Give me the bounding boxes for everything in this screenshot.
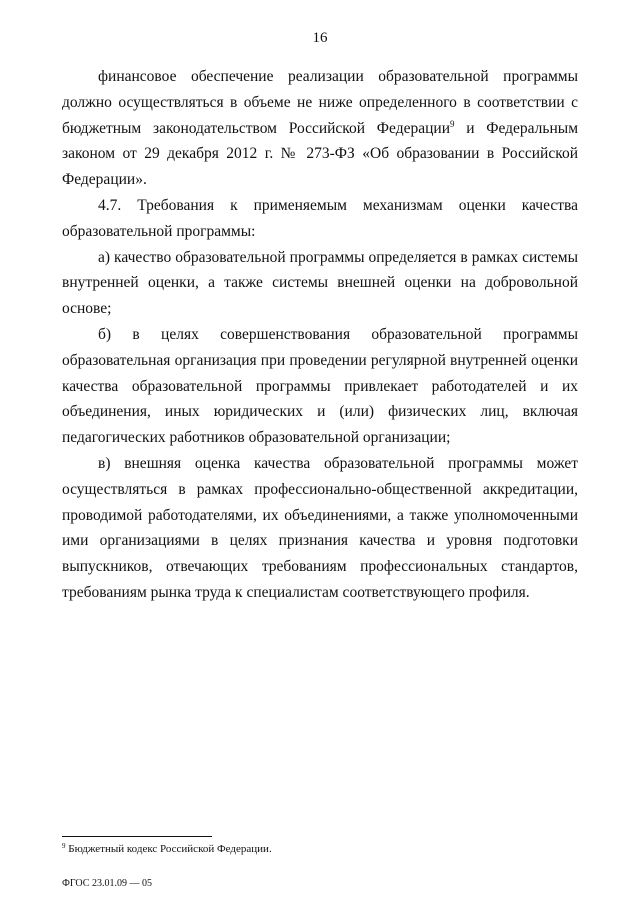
footnote-divider xyxy=(62,836,212,837)
footnote-number: 9 xyxy=(62,842,66,850)
paragraph-item-v: в) внешняя оценка качества образовательной программы может осуществляться в рамках профессионально-общественной аккредитации, проводимой работодателями, их объединениями, а также уполномоченными ими организациями в целях признания качества и уровня подготовки выпускников, отвечающих требованиям профессиональных стандартов, требованиям рынка труда к специалистам соответствующего профиля. xyxy=(62,454,578,601)
paragraph-funding-text-end: и Федеральным законом от 29 декабря 2012 г. № 273-ФЗ «Об образовании в Российской Федерации». xyxy=(62,119,579,189)
paragraph-funding xyxy=(62,64,578,193)
paragraph-item-b: б) в целях совершенствования образовательной программы образовательная организация при проведении регулярной внутренней оценки качества образовательной программы привлекает работодателей и их объединения, иных юридических и (или) физических лиц, включая педагогических работников образовательной организации; xyxy=(62,325,578,447)
footnote-text: Бюджетный кодекс Российской Федерации. xyxy=(68,843,272,855)
document-code: ФГОС 23.01.09 — 05 xyxy=(62,878,152,889)
paragraph-funding-text-start: финансовое обеспечение реализации образовательной программы должно осуществляться в объеме не ниже определенного в соответствии с бюджетным законодательством Российской Федерации xyxy=(62,68,578,137)
footnote xyxy=(62,842,578,856)
footnote-reference: 9 xyxy=(450,118,455,129)
paragraph-item-a: а) качество образовательной программы определяется в рамках системы внутренней оценки, а также системы внешней оценки на добровольной основе; xyxy=(62,248,578,318)
page-number: 16 xyxy=(312,30,328,46)
body-text xyxy=(62,64,578,606)
paragraph-4-7: 4.7. Требования к применяемым механизмам оценки качества образовательной программы: xyxy=(62,196,578,240)
